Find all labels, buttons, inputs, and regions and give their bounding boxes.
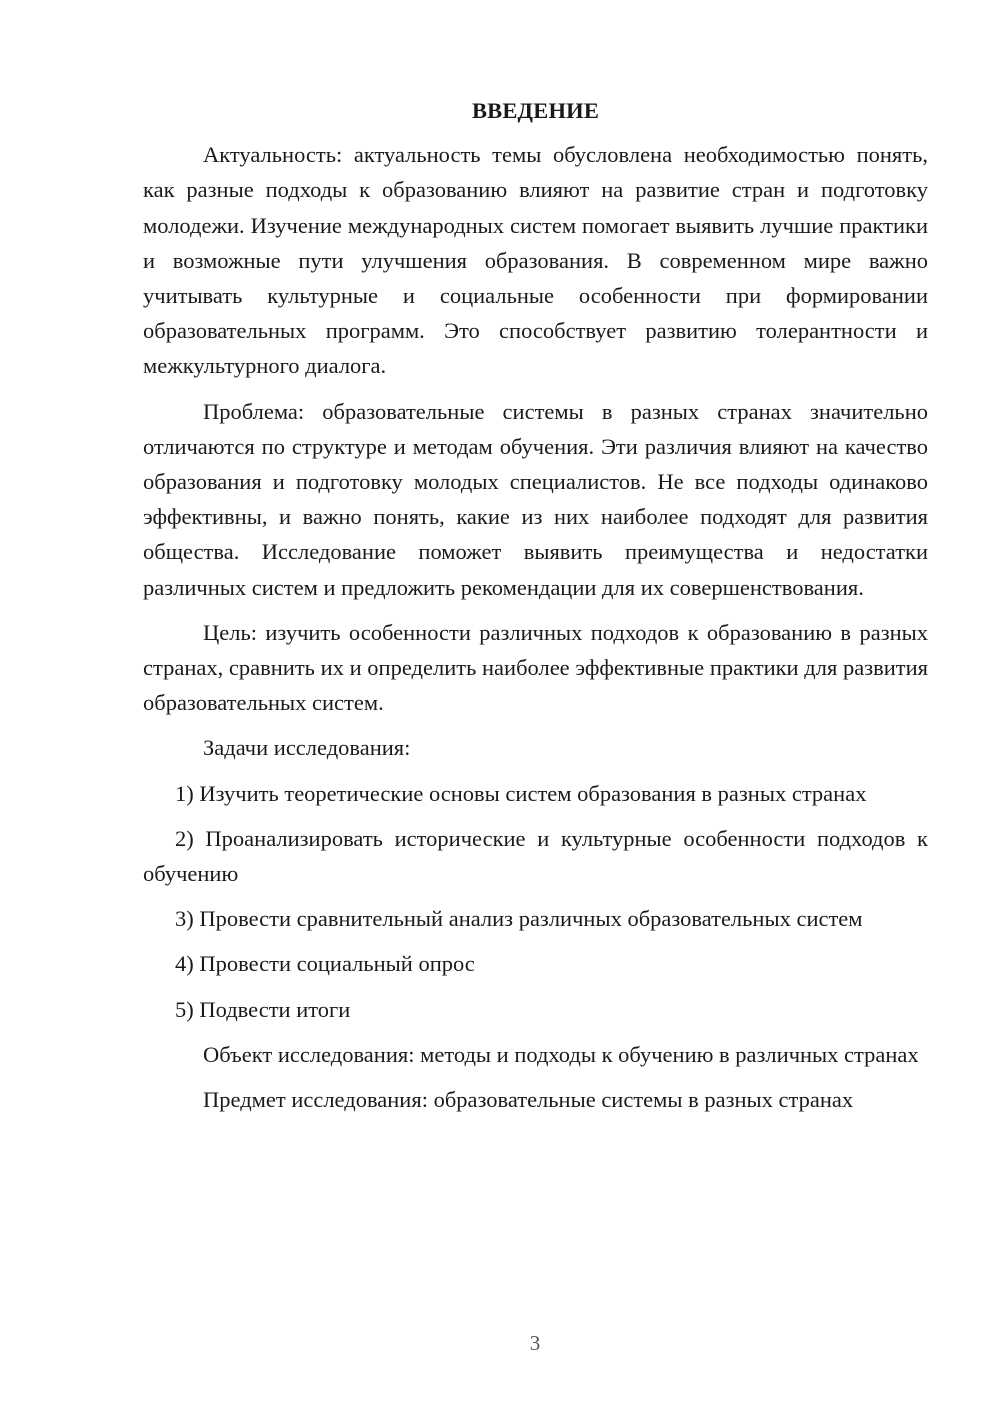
relevance-paragraph: Актуальность: актуальность темы обусловлена необходимостью понять, как разные подходы к образованию влияют на развитие стран и подготовку молодежи. Изучение международных систем помогает выявить лучшие практики и возможные пути улучшения образования. В современном мире важно учитывать культурные и социальные особенности при формировании образовательных программ. Это способствует развитию толерантности и межкультурного диалога.	[143, 142, 928, 379]
object-paragraph: Объект исследования: методы и подходы к обучению в различных странах	[203, 1041, 919, 1067]
task-item-1: 1) Изучить теоретические основы систем образования в разных странах	[175, 780, 867, 806]
tasks-title: Задачи исследования:	[203, 735, 411, 761]
document-body	[143, 93, 928, 1127]
subject-paragraph: Предмет исследования: образовательные системы в разных странах	[203, 1087, 854, 1113]
task-item-5: 5) Подвести итоги	[175, 996, 351, 1022]
section-heading: ВВЕДЕНИЕ	[471, 98, 600, 123]
task-item-4: 4) Провести социальный опрос	[175, 951, 475, 977]
task-item-2: 2) Проанализировать исторические и культурные особенности подходов к обучению	[143, 825, 928, 887]
problem-paragraph: Проблема: образовательные системы в разных странах значительно отличаются по структуре и методам обучения. Эти различия влияют на качество образования и подготовку молодых специалистов. Не все подходы одинаково эффективны, и важно понять, какие из них наиболее подходят для развития общества. Исследование поможет выявить преимущества и недостатки различных систем и предложить рекомендации для их совершенствования.	[143, 398, 928, 600]
goal-paragraph: Цель: изучить особенности различных подходов к образованию в разных странах, сравнить их и определить наиболее эффективные практики для развития образовательных систем.	[143, 619, 928, 716]
task-item-3: 3) Провести сравнительный анализ различных образовательных систем	[175, 906, 863, 932]
page-number: 3	[529, 1331, 541, 1355]
